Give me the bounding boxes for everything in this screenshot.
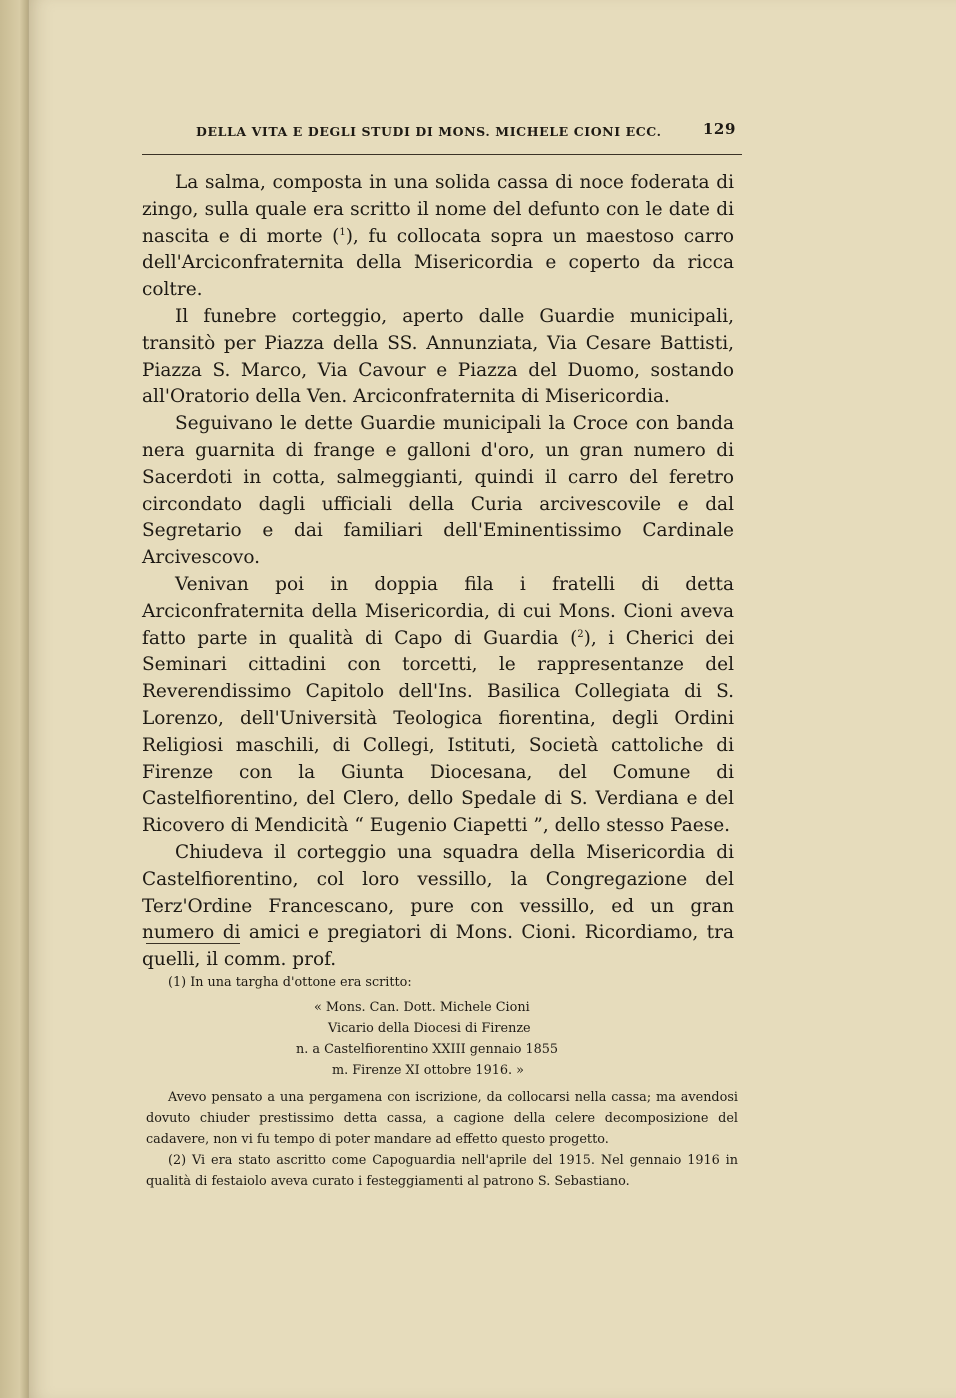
- paragraph-4: [142, 572, 734, 840]
- inscription-line: m. Firenze XI ottobre 1916. »: [332, 1063, 524, 1078]
- paragraph-1-text-b: ), fu collocata sopra un maestoso carro dell'Arciconfraternita della Misericordia e coperto da ricca coltre.: [142, 225, 734, 301]
- body-text: [142, 170, 734, 974]
- footnotes: [146, 972, 738, 1192]
- running-header: [196, 120, 736, 142]
- paragraph-4-text-a: Venivan poi in doppia fila i fratelli di detta Arciconfraternita della Misericordia, di cui Mons. Cioni aveva fatto parte in qualità di Capo di Guardia (: [142, 573, 734, 649]
- paragraph-2: Il funebre corteggio, aperto dalle Guardie municipali, transitò per Piazza della SS. Annunziata, Via Cesare Battisti, Piazza S. Marco, Via Cavour e Piazza del Duomo, sostando all'Oratorio della Ven. Arciconfraternita di Misericordia.: [142, 305, 734, 408]
- footnote-ref-1: 1: [339, 226, 346, 238]
- paragraph-1: [142, 170, 734, 304]
- header-rule: [142, 154, 742, 155]
- running-title: DELLA VITA E DEGLI STUDI DI MONS. MICHELE CIONI ECC.: [196, 124, 662, 139]
- footnote-2: (2) Vi era stato ascritto come Capoguardia nell'aprile del 1915. Nel gennaio 1916 in qualità di festaiolo aveva curato i festeggiamenti al patrono S. Sebastiano.: [146, 1153, 738, 1189]
- page-number: 129: [702, 120, 736, 138]
- footnote-1-inscription: [146, 997, 738, 1081]
- footnote-ref-2: 2: [577, 628, 584, 640]
- footnote-1-heading: (1) In una targha d'ottone era scritto:: [168, 975, 412, 990]
- inscription-line: Vicario della Diocesi di Firenze: [328, 1021, 531, 1036]
- paragraph-4-text-b: ), i Cherici dei Seminari cittadini con torcetti, le rappresentanze del Reverendissimo Capitolo dell'Ins. Basilica Collegiata di S. Lorenzo, dell'Università Teologica fiorentina, degli Ordini Religiosi maschili, di Collegi, Istituti, Società cattoliche di Firenze con la Giunta Diocesana, del Comune di Castelfiorentino, del Clero, dello Spedale di S. Verdiana e del Ricovero di Mendicità “ Eugenio Ciapetti ”, dello stesso Paese.: [142, 627, 735, 837]
- inscription-line: « Mons. Can. Dott. Michele Cioni: [314, 1000, 530, 1015]
- paragraph-3: Seguivano le dette Guardie municipali la Croce con banda nera guarnita di frange e galloni d'oro, un gran numero di Sacerdoti in cotta, salmeggianti, quindi il carro del feretro circondato dagli ufficiali della Curia arcivescovile e dal Segretario e dai familiari dell'Eminentissimo Cardinale Arcivescovo.: [142, 413, 734, 569]
- footnote-1-paragraph: Avevo pensato a una pergamena con iscrizione, da collocarsi nella cassa; ma avendosi dovuto chiuder prestissimo detta cassa, a cagione della celere decomposizione del cadavere, non vi fu tempo di poter mandare ad effetto questo progetto.: [146, 1090, 738, 1147]
- inscription-line: n. a Castelfiorentino XXIII gennaio 1855: [296, 1042, 559, 1057]
- book-gutter-edge: [0, 0, 28, 1398]
- paragraph-5: Chiudeva il corteggio una squadra della Misericordia di Castelfiorentino, col loro vessillo, la Congregazione del Terz'Ordine Francescano, pure con vessillo, ed un gran numero di amici e pregiatori di Mons. Cioni. Ricordiamo, tra quelli, il comm. prof.: [142, 841, 734, 971]
- footnote-rule: [146, 943, 240, 944]
- paragraph-1-text-a: La salma, composta in una solida cassa di noce foderata di zingo, sulla quale era scritto il nome del defunto con le date di nascita e di morte (: [142, 172, 734, 247]
